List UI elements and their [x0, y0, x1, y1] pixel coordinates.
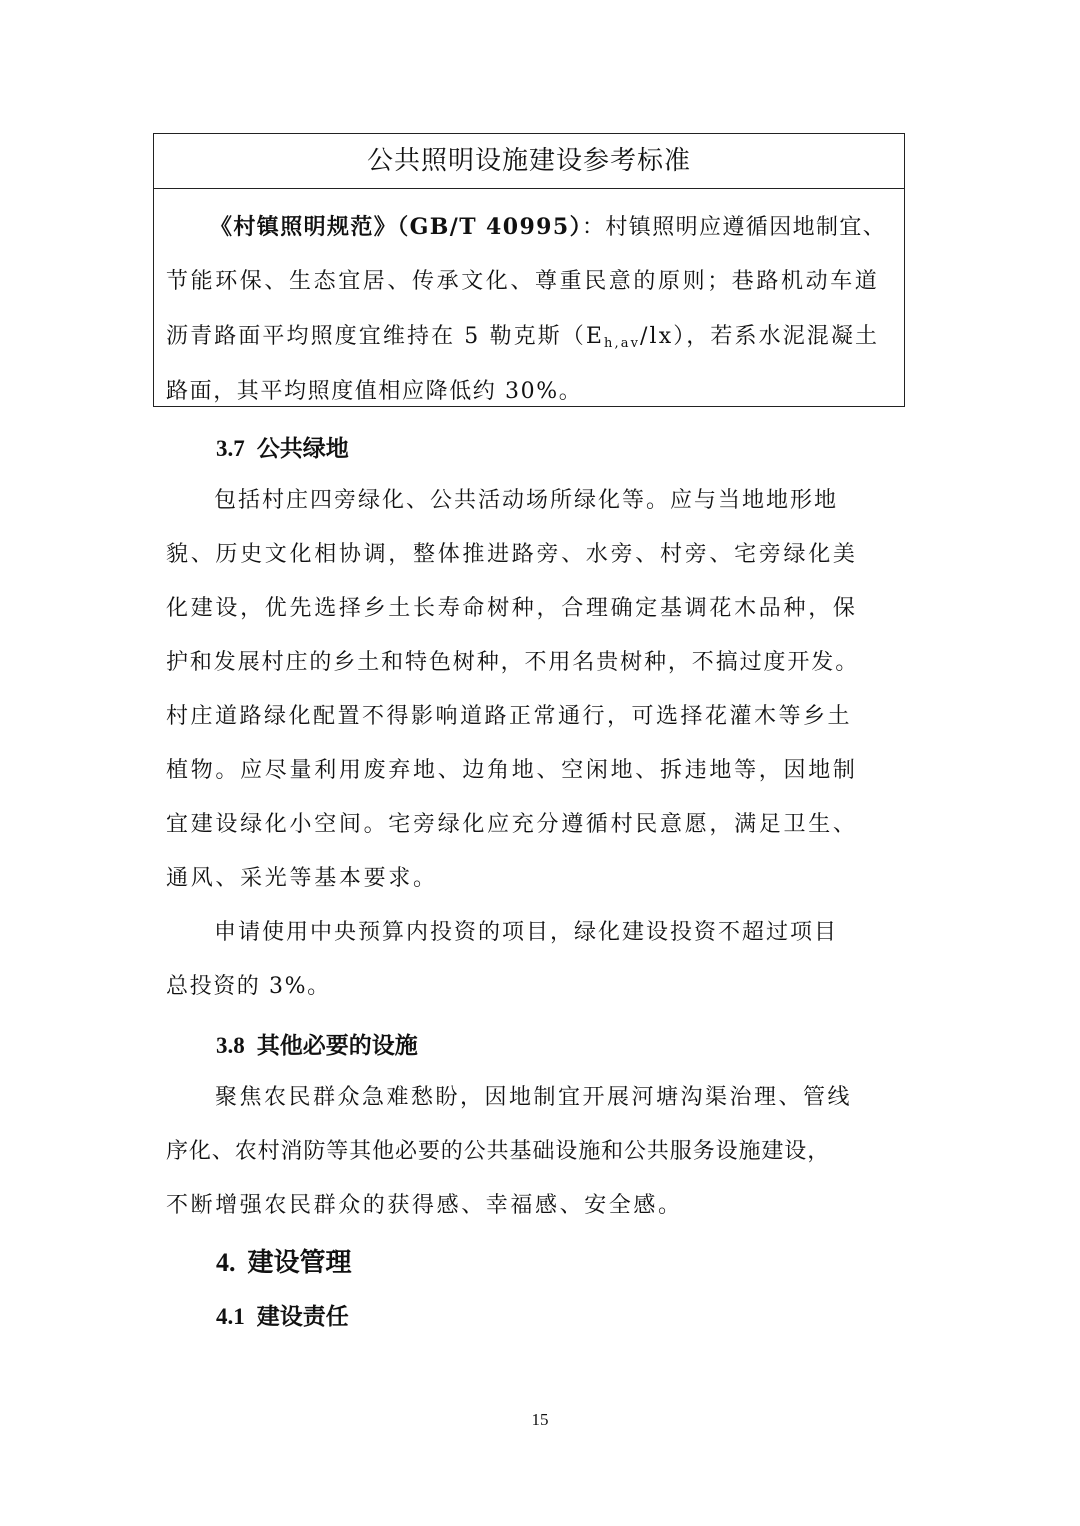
text-line: 宜建设绿化小空间。宅旁绿化应充分遵循村民意愿，满足卫生、	[166, 812, 858, 837]
reference-standard-box	[153, 133, 905, 407]
box-title: 公共照明设施建设参考标准	[154, 134, 904, 189]
box-line-1	[166, 210, 886, 241]
text-line: 总投资的 3%。	[166, 974, 331, 999]
section-number: 4.1	[216, 1304, 245, 1329]
section-number: 4.	[216, 1248, 236, 1277]
section-title: 建设责任	[256, 1303, 349, 1330]
section-4-1-heading	[216, 1298, 349, 1331]
page-number: 15	[531, 1410, 549, 1429]
text-line: 村庄道路绿化配置不得影响道路正常通行，可选择花灌木等乡土	[166, 704, 853, 729]
box-line-1-text: ：村镇照明应遵循因地制宜、	[582, 215, 887, 240]
box-line-3-sub: h,av	[604, 336, 641, 351]
section-title: 建设管理	[247, 1248, 352, 1278]
box-line-2: 节能环保、生态宜居、传承文化、尊重民意的原则；巷路机动车道	[166, 269, 880, 294]
section-title: 其他必要的设施	[256, 1032, 418, 1059]
section-title: 公共绿地	[256, 435, 349, 462]
box-line-3-a: 沥青路面平均照度宜维持在 5 勒克斯（E	[166, 324, 605, 349]
text-line: 通风、采光等基本要求。	[166, 866, 438, 891]
section-4-heading	[216, 1242, 352, 1279]
section-number: 3.7	[216, 436, 245, 461]
text-line: 化建设，优先选择乡土长寿命树种，合理确定基调花木品种，保	[166, 596, 858, 621]
standard-name: 《村镇照明规范》（GB/T 40995）	[210, 214, 582, 240]
text-line: 聚焦农民群众急难愁盼，因地制宜开展河塘沟渠治理、管线	[166, 1085, 853, 1110]
section-number: 3.8	[216, 1033, 245, 1058]
text-line: 貌、历史文化相协调，整体推进路旁、水旁、村旁、宅旁绿化美	[166, 542, 858, 567]
box-line-3-b: /lx），若系水泥混凝土	[640, 324, 880, 349]
text-line: 申请使用中央预算内投资的项目，绿化建设投资不超过项目	[166, 920, 839, 945]
text-line: 包括村庄四旁绿化、公共活动场所绿化等。应与当地地形地	[166, 488, 839, 513]
section-3-8-heading	[216, 1027, 418, 1060]
text-line: 序化、农村消防等其他必要的公共基础设施和公共服务设施建设，	[166, 1139, 831, 1164]
box-line-4: 路面，其平均照度值相应降低约 30%。	[166, 379, 583, 404]
text-line: 不断增强农民群众的获得感、幸福感、安全感。	[166, 1193, 683, 1218]
text-line: 护和发展村庄的乡土和特色树种，不用名贵树种，不搞过度开发。	[166, 650, 860, 675]
text-line: 植物。应尽量利用废弃地、边角地、空闲地、拆违地等，因地制	[166, 758, 858, 783]
box-line-3	[166, 319, 879, 351]
section-3-7-heading	[216, 430, 349, 463]
